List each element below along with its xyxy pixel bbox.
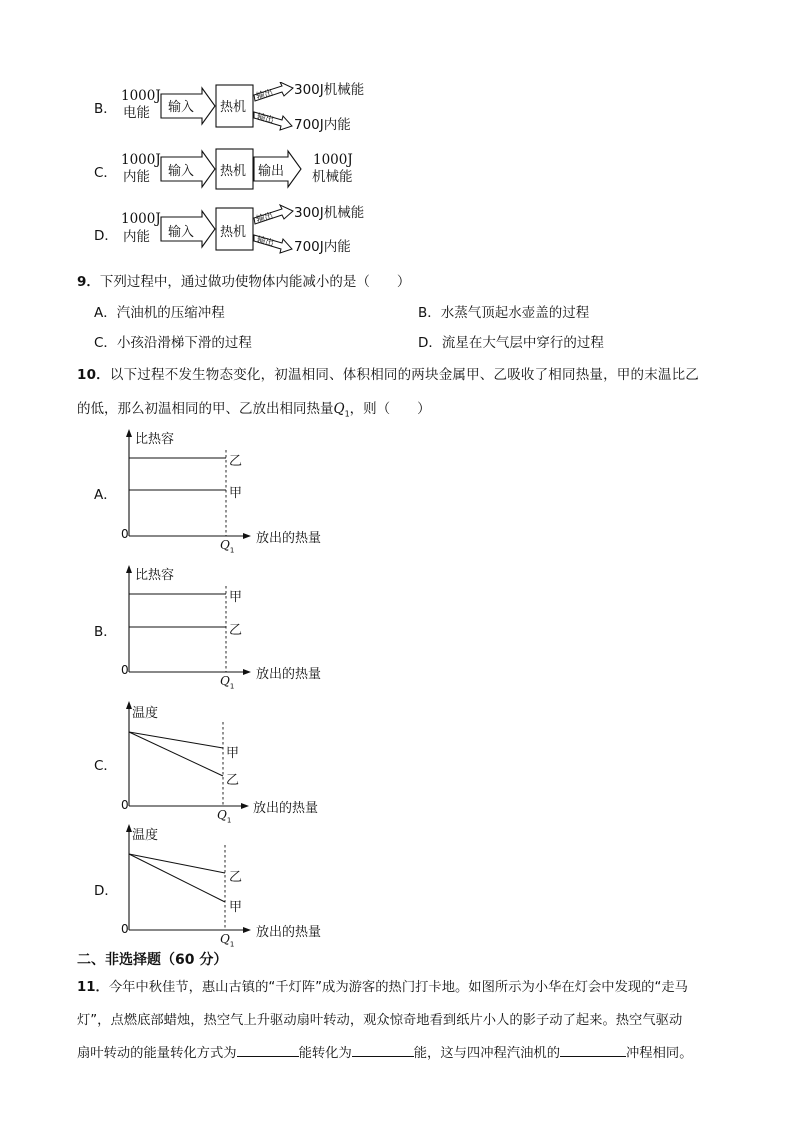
option-letter: D．: [418, 335, 442, 351]
line-lower: [129, 854, 225, 902]
option-d[interactable]: [418, 331, 604, 351]
answer-blank-1[interactable]: [237, 1042, 299, 1057]
stem-text: 能转化为: [298, 1046, 352, 1061]
option-text: 流星在大气层中穿行的过程: [441, 335, 604, 351]
output-label: 输出: [258, 164, 285, 179]
machine-label: 热机: [220, 225, 247, 240]
option-letter: A．: [94, 487, 117, 503]
answer-blank-3[interactable]: [560, 1042, 626, 1057]
option-letter: D．: [94, 883, 118, 899]
q-symbol: Q: [217, 808, 227, 822]
lower-line-label: 乙: [229, 623, 243, 638]
x-axis-label: 放出的热量: [256, 925, 322, 940]
question-line2: 灯”，点燃底部蜡烛，热空气上升驱动扇叶转动，观众惊奇地看到纸片小人的影子动了起来。热空气驱动: [77, 1013, 683, 1028]
input-type: 内能: [123, 169, 150, 185]
x-axis-label: 放出的热量: [253, 801, 319, 816]
option-a[interactable]: [94, 301, 225, 321]
input-amount: 1000J: [121, 152, 161, 168]
question-line1: [77, 976, 688, 995]
stem-text: 冲程相同。: [626, 1046, 693, 1061]
output-amount: 1000J: [313, 152, 353, 168]
origin-label: 0: [121, 798, 129, 812]
line-lower: [129, 732, 223, 776]
q-symbol: Q: [333, 401, 345, 417]
x-axis-label: 放出的热量: [256, 667, 322, 682]
question-number: 9．: [77, 274, 100, 290]
line-upper: [129, 732, 223, 748]
question-line3: [77, 1042, 693, 1061]
output-type: 机械能: [312, 169, 353, 185]
x-axis-arrow: [243, 927, 251, 933]
stem-text: 能，这与四冲程汽油机的: [413, 1046, 561, 1061]
lower-line-label: 甲: [229, 486, 243, 501]
option-letter: C．: [94, 758, 117, 774]
line-upper: [129, 854, 225, 873]
option-c[interactable]: [94, 331, 252, 351]
x-axis-arrow: [243, 669, 251, 675]
input-type: 内能: [123, 229, 150, 245]
q1-label: [217, 808, 231, 824]
output-label-down: 输出: [255, 235, 275, 249]
q-symbol: Q: [220, 674, 230, 688]
question-stem-line1: [77, 363, 699, 383]
output-label-up: 输出: [255, 211, 275, 225]
x-axis-arrow: [241, 803, 249, 809]
stem-text: ，则（ ）: [349, 401, 431, 417]
answer-blank-2[interactable]: [352, 1042, 414, 1057]
input-label: 输入: [168, 225, 195, 240]
option-letter: D．: [94, 228, 118, 244]
option-letter: C．: [94, 335, 117, 351]
machine-label: 热机: [220, 100, 247, 115]
y-axis-arrow: [126, 429, 132, 437]
q-symbol: Q: [220, 932, 230, 946]
question-number: 11．: [77, 980, 109, 995]
option-letter: C．: [94, 165, 117, 181]
y-axis-label: 比热容: [135, 432, 175, 447]
y-axis-label: 温度: [132, 828, 159, 843]
upper-line-label: 乙: [229, 870, 243, 885]
question-stem: [77, 270, 410, 290]
q1-label: [220, 538, 234, 554]
y-axis-arrow: [126, 565, 132, 573]
option-letter: B．: [94, 624, 117, 640]
option-letter: B．: [418, 305, 441, 321]
input-type: 电能: [123, 105, 150, 121]
origin-label: 0: [121, 663, 129, 677]
option-letter: A．: [94, 305, 117, 321]
y-axis-label: 比热容: [135, 568, 175, 583]
input-amount: 1000J: [121, 88, 161, 104]
q1-label: [220, 674, 234, 690]
upper-line-label: 甲: [229, 590, 243, 605]
q-subscript: 1: [344, 409, 350, 419]
stem-text: 的低，那么初温相同的甲、乙放出相同热量: [77, 401, 334, 417]
upper-line-label: 乙: [229, 454, 243, 469]
input-label: 输入: [168, 164, 195, 179]
q-subscript: 1: [229, 940, 235, 949]
stem-text: 以下过程不发生物态变化，初温相同、体积相同的两块金属甲、乙吸收了相同热量，甲的末温比乙: [109, 367, 699, 383]
option-b[interactable]: [418, 301, 589, 321]
lower-line-label: 甲: [229, 900, 243, 915]
question-number: 10．: [77, 367, 110, 383]
q-subscript: 1: [226, 816, 232, 825]
stem-text: 下列过程中，通过做功使物体内能减小的是（ ）: [99, 274, 411, 290]
section-heading: 二、非选择题（60 分）: [77, 952, 228, 968]
output-label-down: 输出: [255, 112, 275, 126]
q-subscript: 1: [229, 682, 235, 691]
option-text: 汽油机的压缩冲程: [116, 305, 225, 321]
output-label-up: 输出: [255, 88, 275, 102]
question-stem-line2: [77, 397, 431, 419]
option-text: 小孩沿滑梯下滑的过程: [116, 335, 252, 351]
stem-text: 今年中秋佳节，惠山古镇的“千灯阵”成为游客的热门打卡地。如图所示为小华在灯会中发现的“走马: [108, 980, 688, 995]
lower-line-label: 乙: [226, 773, 240, 788]
output-text-up: 300J机械能: [294, 205, 365, 221]
q-subscript: 1: [229, 546, 235, 555]
stem-text: 扇叶转动的能量转化方式为: [77, 1046, 237, 1061]
option-text: 水蒸气顶起水壶盖的过程: [440, 305, 590, 321]
q-symbol: Q: [220, 538, 230, 552]
upper-line-label: 甲: [226, 746, 240, 761]
option-letter: B．: [94, 101, 117, 117]
x-axis-label: 放出的热量: [256, 531, 322, 546]
input-amount: 1000J: [121, 211, 161, 227]
machine-label: 热机: [220, 164, 247, 179]
x-axis-arrow: [243, 533, 251, 539]
output-text-down: 700J内能: [294, 117, 351, 133]
q1-label: [220, 932, 234, 948]
origin-label: 0: [121, 922, 129, 936]
output-text-down: 700J内能: [294, 239, 351, 255]
output-text-up: 300J机械能: [294, 82, 365, 98]
y-axis-label: 温度: [132, 706, 159, 721]
origin-label: 0: [121, 527, 129, 541]
input-label: 输入: [168, 100, 195, 115]
